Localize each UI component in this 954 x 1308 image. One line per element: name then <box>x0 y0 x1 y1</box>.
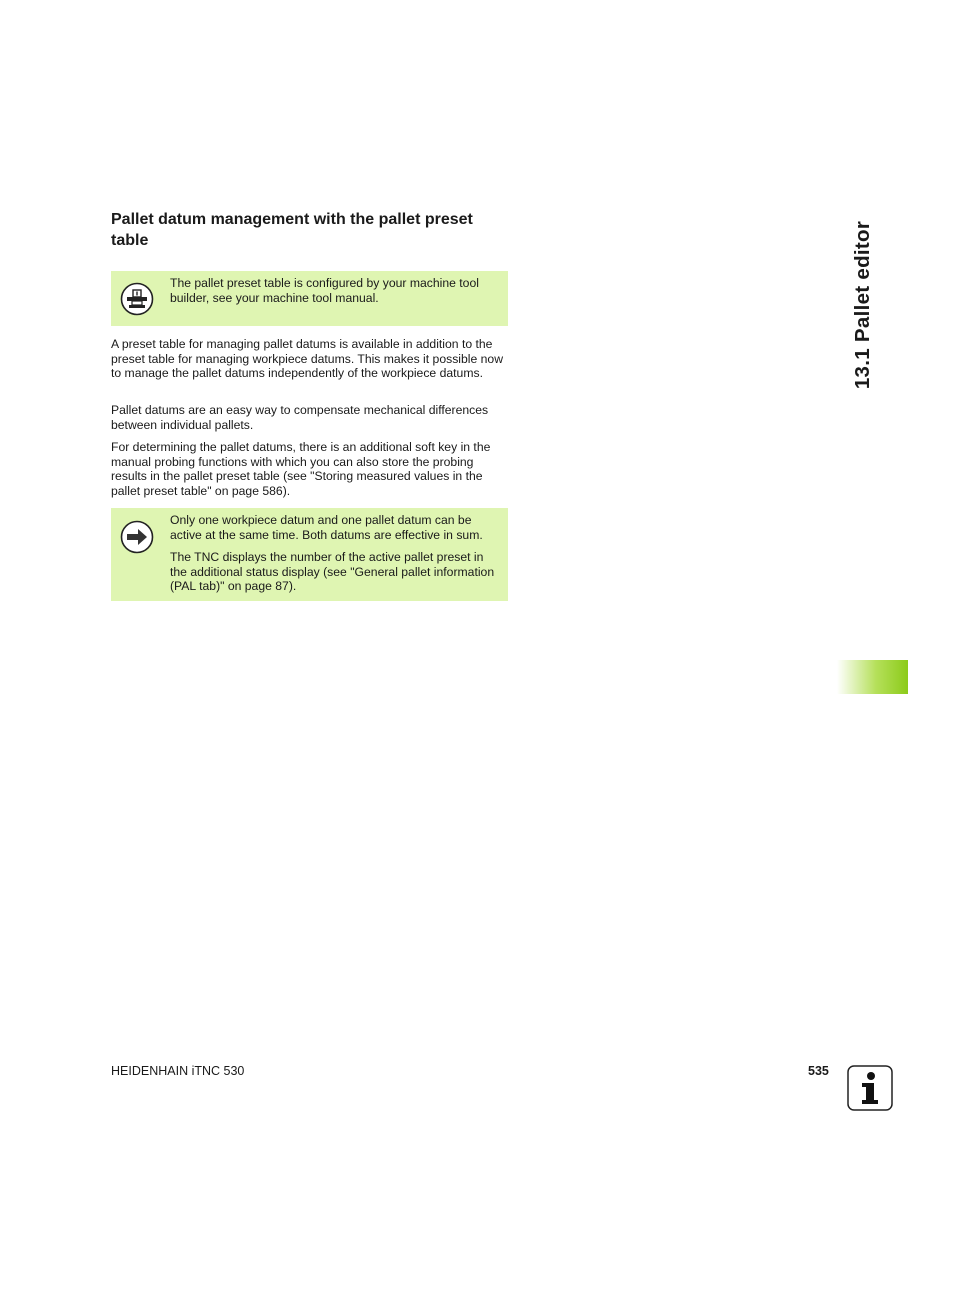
chapter-tab <box>837 660 908 694</box>
machine-note <box>111 271 508 326</box>
chapter-side-title: 13.1 Pallet editor <box>851 220 874 390</box>
footer-product: HEIDENHAIN iTNC 530 <box>111 1064 245 1078</box>
arrow-icon <box>120 520 154 554</box>
info-note-text-2: The TNC displays the number of the active pallet preset in the additional status display (see "General pallet information (PAL tab)" on page 87). <box>170 550 495 594</box>
info-note-text-1: Only one workpiece datum and one pallet datum can be active at the same time. Both datums are effective in sum. <box>170 513 483 542</box>
info-icon <box>847 1065 893 1111</box>
paragraph-pallet-datums: Pallet datums are an easy way to compensate mechanical differences between individual pallets. <box>111 403 489 432</box>
paragraph-probing: For determining the pallet datums, there is an additional soft key in the manual probing functions with which you can also store the probing results in the pallet preset table (see "Storing measured values in the pallet preset table" on page 586). <box>111 440 491 498</box>
section-heading: Pallet datum management with the pallet preset table <box>111 211 473 249</box>
machine-note-text: The pallet preset table is configured by your machine tool builder, see your machine tool manual. <box>170 276 479 305</box>
machine-icon <box>120 282 154 316</box>
paragraph-preset-table: A preset table for managing pallet datums is available in addition to the preset table for managing workpiece datums. This makes it possible now to manage the pallet datums independently of the workpiece datums. <box>111 337 503 381</box>
page-number: 535 <box>808 1064 829 1078</box>
info-note <box>111 508 508 601</box>
